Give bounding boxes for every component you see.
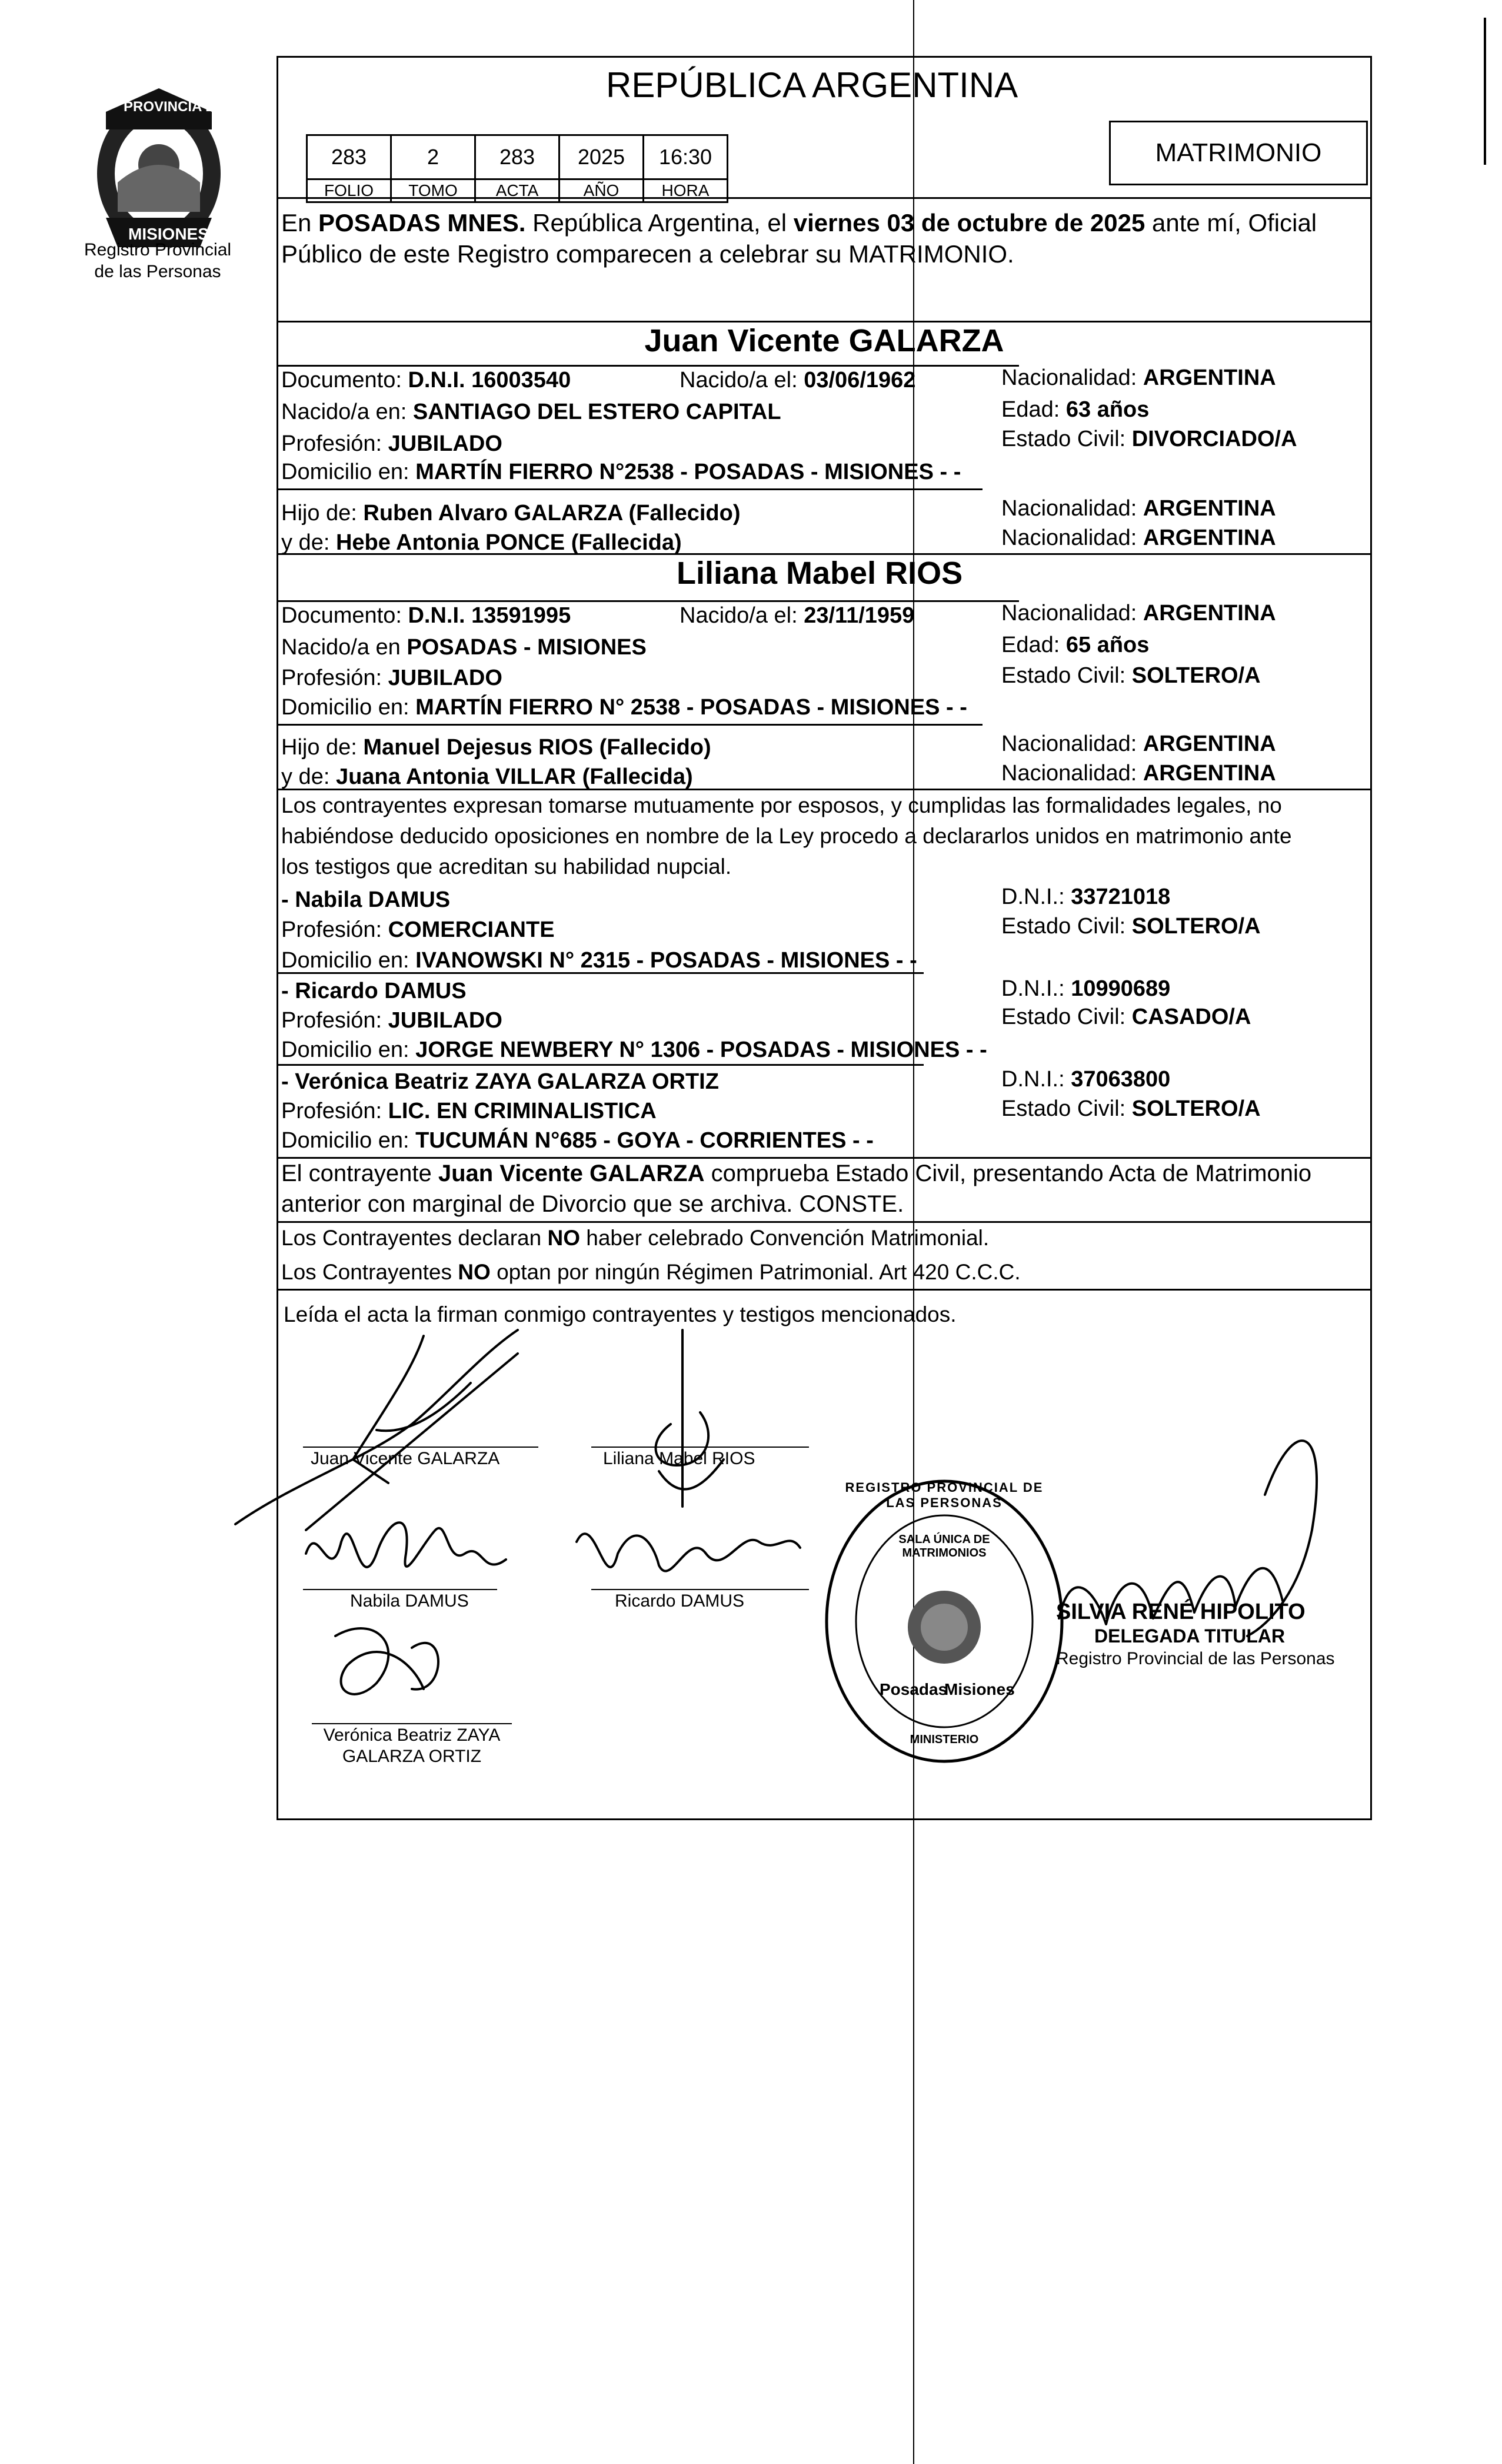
spouse1-nationality: Nacionalidad: ARGENTINA — [1001, 365, 1276, 390]
agreement-line-1: Los Contrayentes declaran NO haber celebrado Convención Matrimonial. — [281, 1226, 990, 1250]
spouse2-divider — [277, 789, 1372, 790]
spouse2-sig-line — [591, 1447, 809, 1448]
witness1-dni: D.N.I.: 33721018 — [1001, 884, 1171, 909]
logo-caption-1: Registro Provincial — [84, 240, 232, 260]
intro-suffix: ante mí, Oficial — [1145, 209, 1317, 237]
stamp-province: Misiones — [944, 1680, 1015, 1698]
spouse2-father: Hijo de: Manuel Dejesus RIOS (Fallecido) — [281, 735, 711, 760]
witness2-civil: Estado Civil: CASADO/A — [1001, 1005, 1251, 1029]
witness2-divider — [277, 1064, 924, 1066]
witness2-sig-line — [591, 1589, 809, 1590]
witness1-profession: Profesión: COMERCIANTE — [281, 917, 555, 942]
official-stamp — [821, 1474, 1068, 1768]
act-type-box — [1109, 121, 1368, 185]
anio-label: AÑO — [559, 179, 644, 202]
spouse1-born-in: Nacido/a en: SANTIAGO DEL ESTERO CAPITAL — [281, 400, 781, 424]
stamp-city: Posadas — [880, 1680, 948, 1698]
spouse1-mother-nationality: Nacionalidad: ARGENTINA — [1001, 526, 1276, 550]
witness3-address: Domicilio en: TUCUMÁN N°685 - GOYA - CORRIENTES - - — [281, 1128, 874, 1153]
intro-line-2: Público de este Registro comparecen a celebrar su MATRIMONIO. — [281, 240, 1014, 268]
spouse2-nationality: Nacionalidad: ARGENTINA — [1001, 601, 1276, 626]
spouse1-age: Edad: 63 años — [1001, 397, 1150, 422]
logo-shield-text-top: PROVINCIA DE — [124, 99, 225, 115]
witness2-profession: Profesión: JUBILADO — [281, 1008, 502, 1033]
spouse1-document: Documento: D.N.I. 16003540 — [281, 368, 571, 393]
spouse2-mother: y de: Juana Antonia VILLAR (Fallecida) — [281, 764, 693, 789]
witness2-dni: D.N.I.: 10990689 — [1001, 976, 1171, 1001]
civil-note-line-2: anterior con marginal de Divorcio que se archiva. CONSTE. — [281, 1191, 904, 1217]
officer-title: DELEGADA TITULAR — [1094, 1625, 1285, 1647]
spouse1-born-on: Nacido/a el: 03/06/1962 — [680, 368, 916, 393]
witness2-address: Domicilio en: JORGE NEWBERY N° 1306 - POSADAS - MISIONES - - — [281, 1038, 987, 1062]
spouse2-born-on: Nacido/a el: 23/11/1959 — [680, 603, 915, 628]
spouse2-age: Edad: 65 años — [1001, 633, 1150, 657]
officer-office: Registro Provincial de las Personas — [1056, 1649, 1335, 1668]
spouse2-address: Domicilio en: MARTÍN FIERRO N° 2538 - POSADAS - MISIONES - - — [281, 695, 967, 720]
declaration-line-1: Los contrayentes expresan tomarse mutuamente por esposos, y cumplidas las formalidades legales, no — [281, 793, 1282, 817]
stamp-ring-icon — [821, 1474, 1068, 1768]
witness2-sig-caption: Ricardo DAMUS — [615, 1591, 745, 1611]
agreement-line-2: Los Contrayentes NO optan por ningún Régimen Patrimonial. Art 420 C.C.C. — [281, 1260, 1021, 1284]
intro-date: viernes 03 de octubre de 2025 — [793, 209, 1145, 237]
spouse1-father: Hijo de: Ruben Alvaro GALARZA (Fallecido) — [281, 501, 741, 526]
spouse1-mother: y de: Hebe Antonia PONCE (Fallecida) — [281, 530, 682, 555]
spouse1-address: Domicilio en: MARTÍN FIERRO N°2538 - POSADAS - MISIONES - - — [281, 460, 961, 484]
closing-text: Leída el acta la firman conmigo contrayentes y testigos mencionados. — [284, 1302, 957, 1326]
stamp-ministry: MINISTERIO — [910, 1733, 979, 1746]
folio-label: FOLIO — [307, 179, 391, 202]
witness1-sig-line — [303, 1589, 497, 1590]
witness3-sig-caption-1: Verónica Beatriz ZAYA — [323, 1725, 501, 1745]
civil-note-line-1: El contrayente Juan Vicente GALARZA comprueba Estado Civil, presentando Acta de Matrimonio — [281, 1160, 1312, 1186]
witness1-divider — [277, 972, 924, 974]
spouse1-sig-caption: Juan Vicente GALARZA — [311, 1449, 500, 1468]
witness3-sig-line — [312, 1723, 512, 1724]
declaration-line-3: los testigos que acreditan su habilidad nupcial. — [281, 854, 732, 879]
page-title: REPÚBLICA ARGENTINA — [606, 65, 1018, 105]
hora-value: 16:30 — [644, 135, 728, 179]
witness1-address: Domicilio en: IVANOWSKI N° 2315 - POSADAS - MISIONES - - — [281, 948, 917, 973]
spouse2-address-divider — [277, 724, 983, 726]
acta-label: ACTA — [475, 179, 559, 202]
witness3-name: - Verónica Beatriz ZAYA GALARZA ORTIZ — [281, 1069, 719, 1094]
witness3-civil: Estado Civil: SOLTERO/A — [1001, 1096, 1261, 1121]
declaration-line-2: habiéndose deducido oposiciones en nombre de la Ley procedo a declararlos unidos en matrimonio ante — [281, 824, 1292, 848]
witness3-profession: Profesión: LIC. EN CRIMINALISTICA — [281, 1099, 657, 1123]
provincial-logo — [82, 77, 235, 253]
spouse2-profession: Profesión: JUBILADO — [281, 666, 502, 690]
tomo-value: 2 — [391, 135, 475, 179]
logo-shield-text-bottom: MISIONES — [128, 225, 209, 243]
spouse1-father-nationality: Nacionalidad: ARGENTINA — [1001, 496, 1276, 521]
witness1-sig-caption: Nabila DAMUS — [350, 1591, 469, 1611]
header-divider — [277, 197, 1372, 199]
spouse2-father-nationality: Nacionalidad: ARGENTINA — [1001, 731, 1276, 756]
intro-prefix: En — [281, 209, 319, 237]
registry-table — [306, 134, 728, 203]
act-type: MATRIMONIO — [1155, 138, 1322, 167]
stamp-ring-text: REGISTRO PROVINCIAL DE LAS PERSONAS — [845, 1480, 1044, 1510]
spouse1-address-divider — [277, 488, 983, 490]
tomo-label: TOMO — [391, 179, 475, 202]
hora-label: HORA — [644, 179, 728, 202]
edge-mark — [1484, 18, 1486, 165]
witness1-name: - Nabila DAMUS — [281, 887, 451, 912]
witness3-sig-caption-2: GALARZA ORTIZ — [342, 1747, 482, 1766]
witness3-dni: D.N.I.: 37063800 — [1001, 1067, 1171, 1092]
spouse2-born-in: Nacido/a en POSADAS - MISIONES — [281, 635, 647, 660]
officer-name: SILVIA RENÉ HIPOLITO — [1056, 1600, 1305, 1624]
stamp-inner-text: SALA ÚNICA DE MATRIMONIOS — [898, 1533, 990, 1559]
intro-mid: República Argentina, el — [525, 209, 794, 237]
acta-value: 283 — [475, 135, 559, 179]
civil-note-divider — [277, 1221, 1372, 1223]
spouse2-document: Documento: D.N.I. 13591995 — [281, 603, 571, 628]
spouse1-civil: Estado Civil: DIVORCIADO/A — [1001, 427, 1297, 451]
spouse2-mother-nationality: Nacionalidad: ARGENTINA — [1001, 761, 1276, 786]
spouse1-sig-line — [303, 1447, 538, 1448]
spouse2-name: Liliana Mabel RIOS — [677, 556, 963, 591]
logo-caption-2: de las Personas — [94, 262, 221, 281]
spouse2-civil: Estado Civil: SOLTERO/A — [1001, 663, 1261, 688]
intro-line-1 — [281, 209, 1317, 237]
agreements-divider — [277, 1289, 1372, 1291]
anio-value: 2025 — [559, 135, 644, 179]
folio-value: 283 — [307, 135, 391, 179]
spouse1-profession: Profesión: JUBILADO — [281, 431, 502, 456]
spouse1-name: Juan Vicente GALARZA — [644, 323, 1004, 358]
witnesses-divider — [277, 1157, 1372, 1159]
witness1-civil: Estado Civil: SOLTERO/A — [1001, 914, 1261, 939]
witness2-name: - Ricardo DAMUS — [281, 979, 467, 1003]
spouse2-sig-caption: Liliana Mabel RIOS — [603, 1449, 755, 1468]
intro-place: POSADAS MNES. — [318, 209, 526, 237]
